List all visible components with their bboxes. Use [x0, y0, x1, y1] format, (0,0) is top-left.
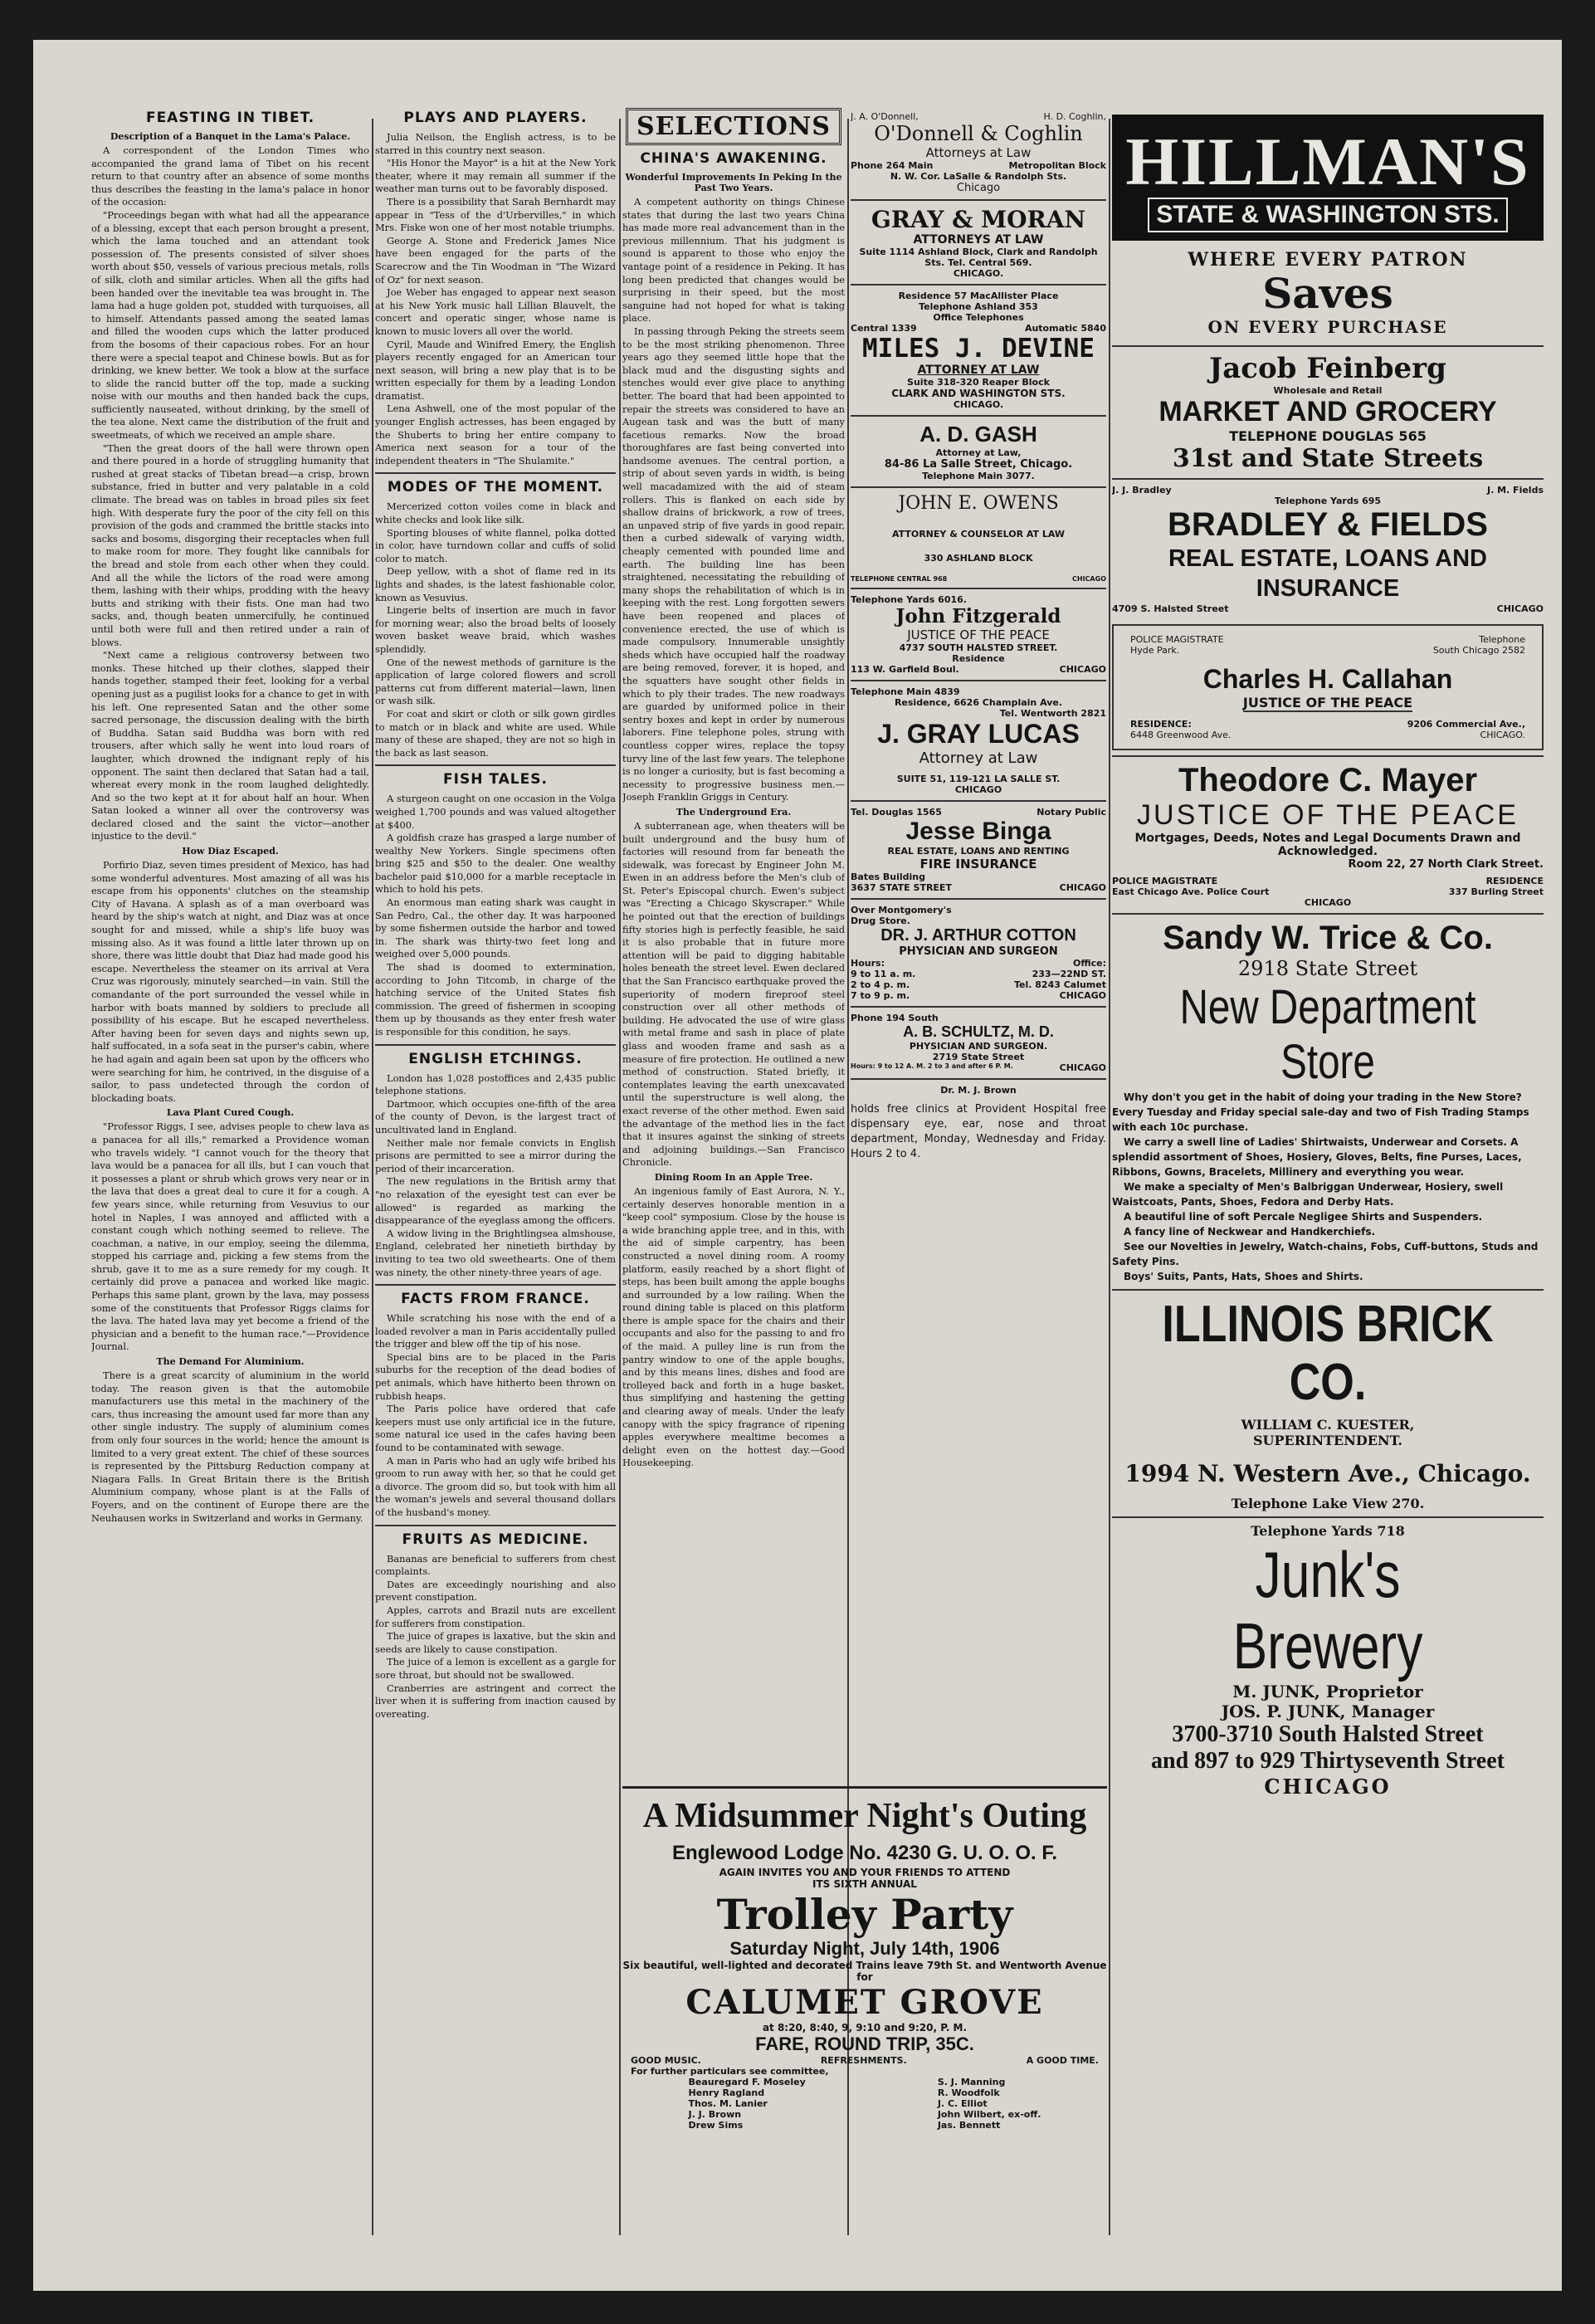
address: 31st and State Streets — [1172, 444, 1484, 473]
column-1 — [91, 106, 369, 1525]
firm-name: Dr. M. J. Brown — [940, 1085, 1017, 1096]
committee-member: Henry Ragland — [688, 2087, 765, 2098]
residence: Residence, 6626 Champlain Ave. — [894, 697, 1063, 708]
ad-title: A Midsummer Night's Outing — [642, 1797, 1087, 1835]
hours-label: Hours: — [851, 958, 885, 969]
committee-member: J. J. Brown — [688, 2109, 742, 2120]
building: Bates Building — [851, 872, 926, 882]
paragraph: Porfirio Diaz, seven times president of Mexico, has had some wonderful adventures. Most amazing of all was his escape from his opponents' clutches on the steamship City of Havana. A splash as of a man overboard was heard by the ship's watch at night, and Diaz was at once sought for and missed, while a ship's life buoy was missing also. As it was found a little later thrown up on shore, there was little doubt that Diaz had made good his escape. Nevertheless the steamer on its arrival at Vera Cruz was rigorously, minutely searched—in vain. Still the comandante of the port surrounded the vessel while in harbor with boats manned by soldiers to preclude all possibility of his escape. But he escaped nevertheless. After having been for seven days and nights sewn up, half suffocated, in a sofa seat in the purser's cabin, where he had again and again been sat upon by the officers who were searching for him, he contrived, in the disguise of a sailor, to pass undetected through the cordon of blockading boats. — [91, 859, 369, 1104]
phone-label: Telephone — [1479, 634, 1525, 645]
residence-label: Residence — [952, 653, 1005, 664]
store-name: HILLMAN'S — [1125, 124, 1530, 199]
paragraph: An ingenious family of East Aurora, N. Y., certainly deserves honorable mention in a "keep cool" symposium. Close by the house is a wide branching apple tree, and in this, with the aid of simple carpentry, has been constructed a novel dining room. A roomy platform, easily reached by a short flight of steps, has been built among the apple boughs and surrounded by a low railing. When the round dining table is placed on this platform there is ample space for the chairs and their occupants and also for the passing to and fro of the maid. A pulley line is run from the pantry window to one of the apple boughs, and by this means lines, dishes and food are trolleyed back and forth in a huge basket, thus simplifying and hastening the getting and clearing away of meals. Under the leafy canopy with the spicy fragrance of ripening apples everywhere mealtime becomes a delight even on the hottest day.—Good Housekeeping. — [622, 1184, 845, 1469]
firm-title: ATTORNEY & COUNSELOR AT LAW — [891, 529, 1066, 540]
residence-label: RESIDENCE: — [1130, 719, 1192, 730]
partner-name: J. M. Fields — [1487, 485, 1544, 496]
firm-title: ATTORNEY AT LAW — [917, 364, 1040, 377]
article-subhead: The Demand For Aluminium. — [156, 1356, 305, 1368]
office-phones: Office Telephones — [933, 312, 1024, 323]
firm-name: DR. J. ARTHUR COTTON — [880, 926, 1076, 945]
city: CHICAGO. — [1480, 730, 1525, 740]
paragraph: An enormous man eating shark was caught in San Pedro, Cal., the other day. It was harpooned by some fishermen outside the harbor and towed in. The shark was thirty-two feet long and weighed over 5,000 pounds. — [375, 896, 616, 960]
title-label: POLICE MAGISTRATE — [1112, 876, 1218, 886]
residence: 6448 Greenwood Ave. — [1130, 730, 1232, 740]
ad-hillmans — [1112, 115, 1544, 345]
paragraph: See our Novelties in Jewelry, Watch-chains, Fobs, Cuff-buttons, Studs and Safety Pins. — [1112, 1241, 1539, 1267]
article-subhead: How Diaz Escaped. — [182, 846, 279, 857]
city: CHICAGO — [1496, 603, 1544, 614]
column-3 — [622, 106, 845, 1642]
city: CHICAGO — [1059, 882, 1106, 893]
grove-name: CALUMET GROVE — [685, 1983, 1044, 2022]
firm-title: FIRE INSURANCE — [919, 857, 1037, 872]
times: at 8:20, 8:40, 9, 9:10 and 9:20, P. M. — [762, 2022, 968, 2034]
slogan: ON EVERY PURCHASE — [1207, 317, 1448, 337]
firm-name: Jacob Feinberg — [1209, 352, 1446, 385]
phone: Telephone Yards 718 — [1251, 1523, 1405, 1539]
ad-dr-cotton — [851, 898, 1106, 1006]
ad-illinois-brick — [1112, 1289, 1544, 1516]
firm-name: MILES J. DEVINE — [862, 334, 1095, 364]
phone: Telephone Main 4839 — [851, 686, 960, 697]
phone: South Chicago 2582 — [1432, 645, 1525, 656]
paragraph: While scratching his nose with the end of a loaded revolver a man in Paris accidentally pulled the trigger and blew off the tip of his nose. — [375, 1312, 616, 1350]
ad-midsummer-outing — [622, 1786, 1107, 2202]
firm-title: Attorneys at Law — [925, 145, 1032, 160]
address: 4709 S. Halsted Street — [1112, 603, 1229, 614]
firm-name: A. B. SCHULTZ, M. D. — [903, 1023, 1054, 1040]
phone: Tel. Douglas 1565 — [851, 807, 942, 818]
ad-a-b-schultz — [851, 1006, 1106, 1078]
address: SUITE 51, 119-121 LA SALLE ST. — [896, 774, 1061, 784]
paragraph: Julia Neilson, the English actress, is to be starred in this country next season. — [375, 131, 616, 156]
residence-label: RESIDENCE — [1485, 876, 1544, 886]
phone: Telephone Ashland 353 — [919, 301, 1038, 312]
phone: Tel. Wentworth 2821 — [999, 708, 1106, 719]
ad-dr-brown — [851, 1078, 1106, 1167]
paragraph: Mercerized cotton voiles come in black and white checks and look like silk. — [375, 500, 616, 526]
ad-john-owens — [851, 486, 1106, 588]
paragraph: Joe Weber has engaged to appear next season at his New York music hall Lillian Blauvelt, the concert and operatic singer, whose name is known to music lovers all over the world. — [375, 286, 616, 337]
phone: Telephone Lake View 270. — [1231, 1496, 1425, 1511]
ad-theodore-mayer — [1112, 755, 1544, 913]
store-address: STATE & WASHINGTON STS. — [1148, 198, 1507, 232]
selections-logo — [622, 108, 845, 145]
paragraph: One of the newest methods of garniture is the application of large colored flowers and scroll patterns cut from different material—lawn, linen or wash silk. — [375, 656, 616, 707]
phone: Automatic 5840 — [1024, 323, 1106, 334]
paragraph: A sturgeon caught on one occasion in the Volga weighed 1,700 pounds and was valued altogether at $400. — [375, 793, 616, 831]
column-4-ads — [851, 106, 1106, 1642]
services: Mortgages, Deeds, Notes and Legal Documents Drawn and Acknowledged. — [1134, 832, 1521, 858]
music: GOOD MUSIC. — [631, 2055, 701, 2066]
article-title: MODES OF THE MOMENT. — [387, 479, 604, 496]
committee-member: Jas. Bennett — [937, 2120, 1001, 2131]
city: CHICAGO — [1072, 575, 1106, 583]
phone: TELEPHONE CENTRAL 968 — [851, 575, 948, 583]
suite: Suite 318-320 Reaper Block — [907, 377, 1050, 388]
ad-jesse-binga — [851, 800, 1106, 898]
committee-label: For further particulars see committee, — [631, 2066, 829, 2077]
committee-member: S. J. Manning — [937, 2077, 1006, 2087]
firm-name: GRAY & MORAN — [871, 206, 1086, 233]
paragraph: The juice of grapes is laxative, but the skin and seeds are likely to cause constipation. — [375, 1630, 616, 1655]
paragraph: There is a possibility that Sarah Bernhardt may appear in "Tess of the d'Urbervilles," in which Mrs. Fiske won one of her most notable triumphs. — [375, 195, 616, 234]
paragraph: "Professor Riggs, I see, advises people to chew lava as a panacea for all ills," remarked a Providence woman who travels widely. "I cannot vouch for the theory that lava would be a panacea for all ills, but I can vouch that it possesses a plant or shrub which grows very near or in the lava that does a great deal to cure it for a cough. A few years since, while returning from Vesuvius to our hotel in Naples, I was annoyed and afflicted with a constant cough which nothing seemed to relieve. The coachman, a native, in our employ, seeing the dilemma, stopped his carriage and, picking a few stems from the shrub, gave it to me as a sure remedy for my cough. It certainly did prove a panacea and worked like magic. Perhaps this same plant, grown by the lava, may possess some of the constituents that Professor Riggs claims for the lava. The hated lava may yet become a friend of the physician and a benefit to the human race."—Providence Journal. — [91, 1120, 369, 1353]
address: Suite 1114 Ashland Block, Clark and Randolph Sts. Tel. Central 569. — [859, 247, 1098, 268]
paragraph: Dates are exceedingly nourishing and also prevent constipation. — [375, 1578, 616, 1604]
address: 3700-3710 South Halsted Street — [1172, 1721, 1484, 1747]
paragraph: Lingerie belts of insertion are much in favor for morning wear; also the broad belts of loosely woven basket weave braid, which washes splendidly. — [375, 604, 616, 655]
paragraph: For coat and skirt or cloth or silk gown girdles to match or in black and white are used. While many of these are shaped, they are not so high in the back as last season. — [375, 707, 616, 759]
phone: Central 1339 — [851, 323, 917, 334]
firm-title: JUSTICE OF THE PEACE — [907, 627, 1050, 642]
column-2 — [375, 106, 616, 1721]
ad-sandy-trice — [1112, 913, 1544, 1289]
invite-text: AGAIN INVITES YOU AND YOUR FRIENDS TO ATTEND ITS SIXTH ANNUAL — [719, 1867, 1011, 1890]
ad-bradley-fields — [1112, 478, 1544, 619]
partner-name: H. D. Coghlin, — [1043, 111, 1106, 122]
ad-callahan — [1112, 624, 1544, 750]
paragraph: The new regulations in the British army that "no relaxation of the eyesight test can ever be allowed" is regarded as marking the disappearance of the eyeglass among the officers. — [375, 1175, 616, 1227]
paragraph: Lena Ashwell, one of the most popular of the younger English actresses, has been engaged by the Shuberts to bring her entire company to America next season for a tour of the independent theaters in "The Shulamite." — [375, 403, 616, 466]
party-title: Trolley Party — [716, 1890, 1013, 1939]
store-headline: New Department Store — [1179, 980, 1476, 1089]
ad-odonnell-coghlin — [851, 106, 1106, 199]
firm-name: ILLINOIS BRICK CO. — [1162, 1296, 1494, 1411]
paragraph: The Paris police have ordered that cafe keepers must use only artificial ice in the future, some natural ice used in the cafes having been found to be contaminated with sewage. — [375, 1403, 616, 1454]
article-subhead: Lava Plant Cured Cough. — [166, 1107, 295, 1119]
good-time: A GOOD TIME. — [1026, 2055, 1099, 2066]
paragraph: "Then the great doors of the hall were thrown open and there poured in a horde of struggling humanity that rushed at great stacks of Tibetan bread—a crisp, brown substance, fried in butter and very palatable in a cold climate. The bread was on tables in broad piles six feet high. With desperate fury the poor of the city fell on this provision of the gods and crammed the brittle stacks into sacks and bosoms, disgorging their receptacles when full to make room for more. They fought like cannibals for the bread and stole from each other when they could. And all the while the lictors of the road were among them, lashing with their whips, prodding with the heavy butts and striking with their fists. One man had two sacks, and, though beaten unmercifully, he continued until both were full and then retired under a rain of blows. — [91, 442, 369, 648]
article-title: FACTS FROM FRANCE. — [401, 1291, 590, 1308]
manager: JOS. P. JUNK, Manager — [1221, 1702, 1435, 1721]
phone: Tel. 8243 Calumet — [1013, 979, 1106, 990]
partner-name: J. A. O'Donnell, — [851, 111, 919, 122]
title-label: POLICE MAGISTRATE — [1130, 634, 1224, 645]
firm-name: J. GRAY LUCAS — [877, 719, 1080, 749]
paragraph: George A. Stone and Frederick James Nice have been engaged for the parts of the Scarecrow and the Tin Woodman in "The Wizard of Oz" for next season. — [375, 234, 616, 286]
article-subhead: Dining Room In an Apple Tree. — [654, 1171, 813, 1183]
firm-name: JOHN E. OWENS — [898, 493, 1059, 514]
ad-miles-devine — [851, 284, 1106, 415]
committee-member: R. Woodfolk — [937, 2087, 1000, 2098]
address: 84-86 La Salle Street, Chicago. — [884, 458, 1073, 471]
paragraph: A beautiful line of soft Percale Negligee Shirts and Suspenders. — [1124, 1211, 1483, 1223]
firm-name: O'Donnell & Coghlin — [874, 122, 1083, 145]
paragraph: A man in Paris who had an ugly wife bribed his groom to run away with her, so that he could get a divorce. The groom did so, but took with him all the woman's jewels and several thousand dollars of the husband's money. — [375, 1454, 616, 1518]
office-address: 9206 Commercial Ave., — [1407, 719, 1525, 730]
firm-name: Sandy W. Trice & Co. — [1163, 920, 1493, 956]
address: 233—22ND ST. — [1032, 969, 1106, 979]
paragraph: A correspondent of the London Times who accompanied the grand lama of Tibet on his recent return to that country after an absence of some months thus describes the feasting in the lama's palace in honor of the occasion: — [91, 144, 369, 208]
ad-j-gray-lucas — [851, 680, 1106, 800]
paragraph: "Proceedings began with what had all the appearance of a blessing, except that each person brought a present, which the lama touched and an attendant took possession of. The presents consisted of silver shoes worth about $50, vessels of various precious metals, rolls of silk, cloth and similar articles. When all the gifts had been handed over the inevitable tea was brought in. The lama had a huge golden pot, studded with turquoises, all to himself. Attendants passed among the seated lamas and filled the wooden cups which the latter produced from the bosoms of their capacious robes. For an hour there were a special teapot and Chinese bowls. But as for drinking, we knew better. We took a blow at the surface to slide the rancid butter off the top, made a sucking noise with our mouths and then handed back the cups, sufficiently nauseated, without drinking, by the smell of the tea alone. Next came the distribution of the fruit and sweetmeats, of which we received an ample share. — [91, 208, 369, 442]
office-address: Room 22, 27 North Clark Street. — [1348, 858, 1544, 871]
address: CLARK AND WASHINGTON STS. — [891, 388, 1066, 399]
hours: 9 to 11 a. m. — [851, 969, 916, 979]
paragraph: Bananas are beneficial to sufferers from chest complaints. — [375, 1552, 616, 1578]
paragraph: Boys' Suits, Pants, Hats, Shoes and Shirts. — [1124, 1271, 1363, 1282]
committee-member: Drew Sims — [688, 2120, 744, 2131]
paragraph: A competent authority on things Chinese states that during the last two years China has made more real advancement than in the previous millennium. That his judgment is sound is apparent to those who enjoy the vantage point of a residence in Peking. It has long been predicted that changes would be surprising in their speed, but the most sanguine had not hoped for what is taking place. — [622, 196, 845, 325]
block: Metropolitan Block — [1008, 160, 1106, 171]
address: N. W. Cor. LaSalle & Randolph Sts. — [890, 171, 1067, 182]
paragraph: A fancy line of Neckwear and Handkerchiefs. — [1124, 1226, 1376, 1238]
address: 1994 N. Western Ave., Chicago. — [1124, 1460, 1531, 1487]
article-title: FRUITS AS MEDICINE. — [402, 1531, 589, 1548]
residence: 337 Burling Street — [1448, 886, 1544, 897]
column-rule — [1109, 119, 1110, 2235]
column-rule — [372, 119, 373, 2235]
ad-jacob-feinberg — [1112, 345, 1544, 478]
article-subhead: The Underground Era. — [676, 806, 792, 818]
committee-member: J. C. Elliot — [937, 2098, 988, 2109]
city: CHICAGO — [954, 784, 1002, 795]
paragraph: We carry a swell line of Ladies' Shirtwaists, Underwear and Corsets. A splendid assortment of Shoes, Hosiery, Gloves, Belts, fine Purses, Laces, Ribbons, Gowns, Bracelets, Millinery and everything you wear. — [1112, 1136, 1522, 1178]
city: CHICAGO — [1264, 1775, 1392, 1799]
paragraph: Sporting blouses of white flannel, polka dotted in color, have turndown collar and cuffs of solid color to match. — [375, 526, 616, 564]
address: 2719 State Street — [932, 1052, 1025, 1062]
address: 4737 SOUTH HALSTED STREET. — [899, 642, 1058, 653]
lodge-name: Englewood Lodge No. 4230 G. U. O. O. F. — [671, 1842, 1058, 1864]
firm-name: A. D. GASH — [919, 422, 1037, 447]
paragraph: The juice of a lemon is excellent as a gargle for sore throat, but should not be swallowed. — [375, 1656, 616, 1681]
fare: FARE, ROUND TRIP, 35C. — [755, 2034, 974, 2054]
committee-member: John Wilbert, ex-off. — [937, 2109, 1041, 2120]
city: CHICAGO — [1059, 664, 1106, 675]
firm-title: ATTORNEYS AT LAW — [913, 233, 1044, 247]
firm-name: Charles H. Callahan — [1202, 664, 1453, 694]
firm-name: BRADLEY & FIELDS — [1168, 506, 1488, 543]
paragraph: Special bins are to be placed in the Paris suburbs for the reception of the dead bodies of pet animals, which have hitherto been thrown on rubbish heaps. — [375, 1350, 616, 1402]
city: CHICAGO — [1304, 897, 1352, 908]
city: CHICAGO — [1059, 990, 1106, 1001]
firm-title: REAL ESTATE, LOANS AND RENTING — [887, 846, 1070, 857]
paragraph: A subterranean age, when theaters will be built underground and the busy hum of factories will resound from far beneath the sidewalk, was forecast by Engineer John M. Ewen in an address before the Men's club of St. Peter's Episcopal church. Ewen's subject was "Erecting a Chicago Skyscraper." While he pointed out that the erection of buildings fifty stories high is perfectly feasible, he said it is also probable that in future more attention will be paid to digging habitable holes beneath the street level. Ewen declared that the San Francisco earthquake proved the superiority of modern fireproof steel construction over all other methods of building. He advocated the use of wire glass with metal frame and sash in place of plate glass and wooden frame and sash as a measure of fire protection. He outlined a new method of construction. Stated briefly, it contemplates leaving the earth unexcavated until the superstructure is well along, the exact reverse of the other method. Ewen said the advantage of the method lies in the fact that it insures against the sinking of streets and adjoining buildings.—San Francisco Chronicle. — [622, 819, 845, 1169]
paragraph: Neither male nor female convicts in English prisons are permitted to see a mirror during the period of their incarceration. — [375, 1136, 616, 1174]
ad-a-d-gash — [851, 415, 1106, 486]
firm-name: Theodore C. Mayer — [1178, 762, 1478, 798]
paragraph: Dartmoor, which occupies one-fifth of the area of the county of Devon, is the largest tract of uncultivated land in England. — [375, 1097, 616, 1135]
phone: Telephone Yards 6016. — [851, 594, 967, 605]
paragraph: "His Honor the Mayor" is a hit at the New York theater, where it may remain all summer if the weather man turns out to be favorably disposed. — [375, 157, 616, 195]
hours: 2 to 4 p. m. — [851, 979, 910, 990]
paragraph: "Next came a religious controversy between two monks. These hitched up their clothes, slapped their hands together, stamped their feet, looking for a verbal opening just as a pugilist looks for a chance to get in with his left. One represented Satan and the other some sacred personage, the discussion dealing with the birth of Buddha. Satan said Buddha was born with red trousers, after which sally he went into loud roars of laughter, which drowned the indignant reply of his opponent. The saint then declared that Satan had a tail, whereat every monk in the room laughed delightedly. And so the two kept at it for about half an hour. When Satan looked a winner all over the controversy was declared closed and the saint the victor—another injustice to the devil." — [91, 649, 369, 842]
article-title: ENGLISH ETCHINGS. — [408, 1050, 583, 1067]
residence: Residence 57 MacAllister Place — [898, 290, 1059, 301]
paragraph: A widow living in the Brightlingsea almshouse, England, celebrated her ninetieth birthday by inviting to tea two old sweethearts. One of them was ninety, the other ninety-three years of age. — [375, 1227, 616, 1278]
firm-business: REAL ESTATE, LOANS AND INSURANCE — [1168, 545, 1487, 602]
city: CHICAGO. — [953, 268, 1004, 279]
court: East Chicago Ave. Police Court — [1112, 886, 1270, 897]
phone: Telephone Yards 695 — [1274, 496, 1382, 506]
ad-junks-brewery — [1112, 1516, 1544, 1804]
column-rule — [619, 119, 621, 2235]
paragraph: A goldfish craze has grasped a large number of wealthy New Yorkers. Single specimens often bring $25 and $50 to the dealer. One wealthy bachelor paid $10,000 for a marble receptacle in which to hold his pets. — [375, 832, 616, 896]
paragraph: Deep yellow, with a shot of flame red in its lights and shades, is the latest fashionable color, known as Vesuvius. — [375, 565, 616, 603]
paragraph: There is a great scarcity of aluminium in the world today. The reason given is that the automobile manufacturers use this metal in the machinery of the cars, thus increasing the amount used far more than any other single industry. The supply of aluminium comes from only four sources in the world; hence the amount is limited to a very great extent. The chief of these sources is represented by the Pittsburg Reduction company at Niagara Falls. In Great Britain there is the British Aluminium company, whose plant is at the Falls of Foyers, and on the continent of Europe there are the Neuhausen works in Switzerland and works in Germany. — [91, 1370, 369, 1524]
article-title: CHINA'S AWAKENING. — [640, 150, 827, 167]
hours: Hours: 9 to 12 A. M. 2 to 3 and after 6 P. M. — [851, 1062, 1013, 1070]
committee-member: Beauregard F. Moseley — [688, 2077, 806, 2087]
address: 2918 State Street — [1237, 957, 1418, 980]
notary: Notary Public — [1037, 807, 1106, 818]
phone: Phone 264 Main — [851, 160, 934, 171]
phone: TELEPHONE DOUGLAS 565 — [1229, 428, 1427, 444]
column-5-ads — [1112, 115, 1544, 1804]
article-title: FISH TALES. — [443, 771, 548, 788]
firm-title: PHYSICIAN AND SURGEON — [899, 945, 1058, 958]
committee-member: Thos. M. Lanier — [688, 2098, 768, 2109]
committee-right — [938, 2077, 1041, 2131]
firm-name: Junk's Brewery — [1232, 1538, 1423, 1682]
ad-gray-moran — [851, 199, 1106, 284]
address: 330 ASHLAND BLOCK — [924, 553, 1033, 564]
paragraph: We make a specialty of Men's Balbriggan Underwear, Hosiery, swell Waistcoats, Pants, Shoes, Fedora and Derby Hats. — [1112, 1181, 1504, 1208]
slogan: WHERE EVERY PATRON — [1188, 249, 1468, 271]
phone: Phone 194 South — [851, 1013, 939, 1023]
selections-logo-text: SELECTIONS — [626, 108, 841, 145]
ad-john-fitzgerald — [851, 588, 1106, 680]
location-note: Over Montgomery's Drug Store. — [851, 905, 952, 926]
article-subhead: Wonderful Improvements In Peking In the Past Two Years. — [625, 172, 842, 193]
firm-title: Wholesale and Retail — [1273, 385, 1383, 396]
person-title: SUPERINTENDENT. — [1253, 1433, 1402, 1448]
address: and 897 to 929 Thirtyseventh Street — [1151, 1748, 1505, 1774]
firm-name: John Fitzgerald — [895, 605, 1061, 627]
firm-title: PHYSICIAN AND SURGEON. — [909, 1041, 1048, 1052]
city: CHICAGO — [1059, 1062, 1106, 1073]
trains-text: Six beautiful, well-lighted and decorated Trains leave 79th St. and Wentworth Avenue for — [622, 1960, 1107, 1983]
firm-title: JUSTICE OF THE PEACE — [1242, 695, 1413, 710]
city: CHICAGO. — [953, 399, 1004, 410]
paragraph: London has 1,028 postoffices and 2,435 public telephone stations. — [375, 1072, 616, 1097]
paragraph: Cranberries are astringent and correct the liver when it is suffering from inaction caused by overeating. — [375, 1682, 616, 1720]
firm-title: Attorney at Law — [919, 749, 1038, 767]
article-subhead: Description of a Banquet in the Lama's Palace. — [110, 131, 351, 142]
district: Hyde Park. — [1130, 645, 1180, 656]
address: 3637 STATE STREET — [851, 882, 952, 893]
person: WILLIAM C. KUESTER, — [1241, 1417, 1415, 1433]
firm-title: JUSTICE OF THE PEACE — [1137, 799, 1519, 831]
committee-left — [689, 2077, 806, 2131]
paragraph: Apples, carrots and Brazil nuts are excellent for sufferers from constipation. — [375, 1604, 616, 1629]
slogan-saves: Saves — [1262, 269, 1393, 318]
firm-title: Attorney at Law, — [935, 447, 1022, 458]
office-label: Office: — [1073, 958, 1106, 969]
refreshments: REFRESHMENTS. — [820, 2055, 907, 2066]
phone: Telephone Main 3077. — [922, 471, 1035, 481]
paragraph: Cyril, Maude and Winifred Emery, the English players recently engaged for an American tour next season, will bring a new play that is to be written especially for them by a leading London dramatist. — [375, 338, 616, 402]
hours: 7 to 9 p. m. — [851, 990, 910, 1001]
paragraph: In passing through Peking the streets seem to be the most striking phenomenon. Three years ago they seemed little hope that the black mud and the disgusting sights and stenches would ever give place to anything better. The board that had been appointed to repair the streets was considered to have an Augean task and was the butt of many facetious remarks. Now the broad thoroughfares are fast being converted into handsome avenues. The central portion, a strip of about seven yards in width, is being well macadamized with the aid of steam rollers. This is flanked on each side by shallow drains of brickwork, a row of trees, an unpaved strip of five yards in good repair, then a curbed sidewalk of varying width, cheaply cemented with pounded lime and earth. The building line has been straightened, necessitating the rebuilding of many shops the rehabilitation of which is in keeping with the rest. Long forgotten sewers have been reopened and places of convenience erected, the use of which is made compulsory. Innumerable unsightly sheds which have occupied half the roadway are being removed, forever, it is hoped, and the squatters have sought other fields in which to ply their trades. The new roadways are guarded by uniformed police in their sentry boxes and kept in order by numerous laborers. Fine telephone poles, strung with countless copper wires, replace the topsy turvy line of the last few years. The telephone is no longer a curiosity, but is fast becoming a necessity to progressive business men.—Joseph Franklin Griggs in Century. — [622, 325, 845, 803]
firm-name: Jesse Binga — [905, 818, 1051, 845]
paragraph: Why don't you get in the habit of doing your trading in the New Store? Every Tuesday and Friday special sale-day and two of Fish Trading Stamps with each 10c purchase. — [1112, 1091, 1529, 1133]
newspaper-page — [33, 40, 1562, 2291]
proprietor: M. JUNK, Proprietor — [1232, 1682, 1423, 1702]
residence: 113 W. Garfield Boul. — [851, 664, 959, 675]
city: Chicago — [956, 182, 1001, 194]
paragraph: The shad is doomed to extermination, according to John Titcomb, in charge of the hatching service of the United States fish commission. The greed of fishermen in scooping them up by thousands as they enter fresh water is responsible for this condition, he says. — [375, 961, 616, 1038]
article-title: FEASTING IN TIBET. — [145, 110, 315, 126]
party-date: Saturday Night, July 14th, 1906 — [729, 1938, 1000, 1959]
partner-name: J. J. Bradley — [1112, 485, 1172, 496]
article-title: PLAYS AND PLAYERS. — [403, 110, 588, 126]
firm-business: MARKET AND GROCERY — [1158, 396, 1497, 427]
paragraph: holds free clinics at Provident Hospital free dispensary eye, ear, nose and throat department, Monday, Wednesday and Friday. Hours 2 to 4. — [851, 1103, 1106, 1160]
